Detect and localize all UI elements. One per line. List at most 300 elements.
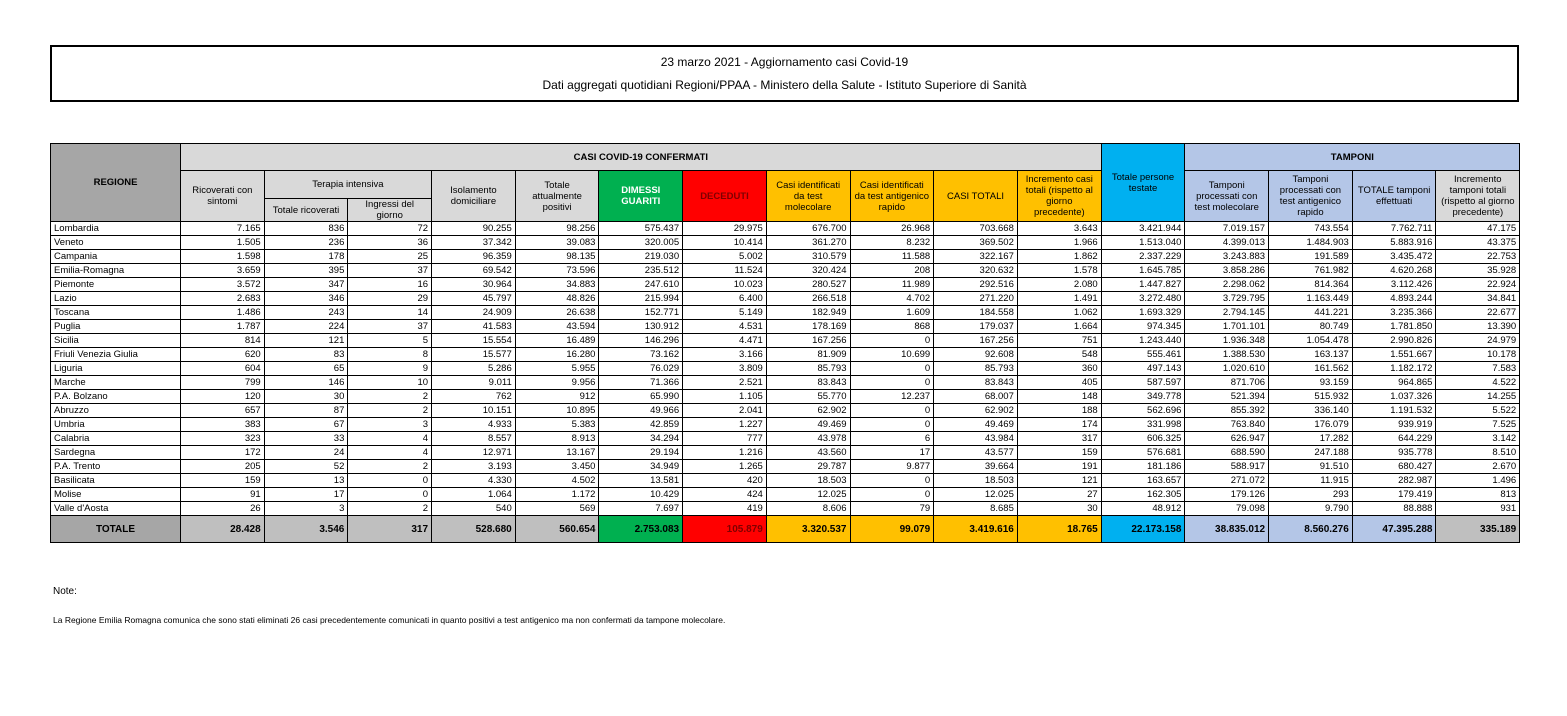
value-cell: 30 [1017, 502, 1101, 516]
value-cell: 146 [264, 376, 348, 390]
value-cell: 83 [264, 348, 348, 362]
value-cell: 3.858.286 [1185, 264, 1269, 278]
value-cell: 181.186 [1101, 460, 1185, 474]
header-totale-attualmente-positivi: Totale attualmente positivi [515, 171, 599, 222]
value-cell: 271.072 [1185, 474, 1269, 488]
value-cell: 10.414 [683, 236, 767, 250]
region-row [51, 474, 1520, 488]
value-cell: 588.917 [1185, 460, 1269, 474]
header-totale-ricoverati: Totale ricoverati [264, 199, 348, 222]
region-row [51, 390, 1520, 404]
value-cell: 71.366 [599, 376, 683, 390]
region-row [51, 236, 1520, 250]
value-cell: 27 [1017, 488, 1101, 502]
region-name-cell: Abruzzo [51, 404, 181, 418]
header-group-tamponi: TAMPONI [1185, 144, 1520, 171]
value-cell: 79 [850, 502, 934, 516]
value-cell: 4.502 [515, 474, 599, 488]
region-name-cell: Sicilia [51, 334, 181, 348]
total-value-cell: 47.395.288 [1352, 516, 1436, 543]
region-name-cell: P.A. Trento [51, 460, 181, 474]
value-cell: 5.286 [432, 362, 516, 376]
value-cell: 7.525 [1436, 418, 1520, 432]
value-cell: 15.554 [432, 334, 516, 348]
value-cell: 5.149 [683, 306, 767, 320]
value-cell: 79.098 [1185, 502, 1269, 516]
value-cell: 0 [850, 362, 934, 376]
value-cell: 369.502 [934, 236, 1018, 250]
value-cell: 22.924 [1436, 278, 1520, 292]
value-cell: 419 [683, 502, 767, 516]
value-cell: 331.998 [1101, 418, 1185, 432]
value-cell: 7.762.711 [1352, 222, 1436, 236]
total-label-cell: TOTALE [51, 516, 181, 543]
value-cell: 191.589 [1269, 250, 1353, 264]
value-cell: 26 [181, 502, 265, 516]
value-cell: 4.933 [432, 418, 516, 432]
value-cell: 2.041 [683, 404, 767, 418]
value-cell: 16 [348, 278, 432, 292]
value-cell: 11.989 [850, 278, 934, 292]
total-value-cell: 99.079 [850, 516, 934, 543]
total-row [51, 516, 1520, 543]
value-cell: 148 [1017, 390, 1101, 404]
value-cell: 576.681 [1101, 446, 1185, 460]
value-cell: 13.581 [599, 474, 683, 488]
value-cell: 336.140 [1269, 404, 1353, 418]
header-group-terapia-intensiva: Terapia intensiva [264, 171, 431, 199]
value-cell: 5.383 [515, 418, 599, 432]
value-cell: 5.883.916 [1352, 236, 1436, 250]
value-cell: 69.542 [432, 264, 516, 278]
value-cell: 1.447.827 [1101, 278, 1185, 292]
value-cell: 1.163.449 [1269, 292, 1353, 306]
title-line-2: Dati aggregati quotidiani Regioni/PPAA - Ministero della Salute - Istituto Superiore di Sanità [542, 77, 1027, 92]
value-cell: 1.172 [515, 488, 599, 502]
value-cell: 420 [683, 474, 767, 488]
value-cell: 360 [1017, 362, 1101, 376]
value-cell: 620 [181, 348, 265, 362]
value-cell: 266.518 [766, 292, 850, 306]
value-cell: 80.749 [1269, 320, 1353, 334]
value-cell: 8 [348, 348, 432, 362]
region-row [51, 376, 1520, 390]
value-cell: 1.388.530 [1185, 348, 1269, 362]
value-cell: 235.512 [599, 264, 683, 278]
value-cell: 6.400 [683, 292, 767, 306]
value-cell: 43.577 [934, 446, 1018, 460]
header-ricoverati-con-sintomi: Ricoverati con sintomi [181, 171, 265, 222]
value-cell: 73.596 [515, 264, 599, 278]
value-cell: 2.337.229 [1101, 250, 1185, 264]
value-cell: 10.895 [515, 404, 599, 418]
value-cell: 13 [264, 474, 348, 488]
value-cell: 159 [181, 474, 265, 488]
value-cell: 4.330 [432, 474, 516, 488]
total-value-cell: 317 [348, 516, 432, 543]
value-cell: 34.949 [599, 460, 683, 474]
value-cell: 43.375 [1436, 236, 1520, 250]
value-cell: 159 [1017, 446, 1101, 460]
value-cell: 1.227 [683, 418, 767, 432]
value-cell: 1.182.172 [1352, 362, 1436, 376]
value-cell: 2 [348, 404, 432, 418]
value-cell: 26.968 [850, 222, 934, 236]
value-cell: 346 [264, 292, 348, 306]
value-cell: 34.294 [599, 432, 683, 446]
value-cell: 912 [515, 390, 599, 404]
value-cell: 310.579 [766, 250, 850, 264]
value-cell: 83.843 [934, 376, 1018, 390]
value-cell: 4 [348, 446, 432, 460]
value-cell: 49.469 [766, 418, 850, 432]
value-cell: 163.137 [1269, 348, 1353, 362]
value-cell: 146.296 [599, 334, 683, 348]
value-cell: 8.606 [766, 502, 850, 516]
value-cell: 9 [348, 362, 432, 376]
value-cell: 1.105 [683, 390, 767, 404]
value-cell: 280.527 [766, 278, 850, 292]
value-cell: 191 [1017, 460, 1101, 474]
value-cell: 2 [348, 460, 432, 474]
value-cell: 52 [264, 460, 348, 474]
value-cell: 29.787 [766, 460, 850, 474]
value-cell: 62.902 [934, 404, 1018, 418]
value-cell: 10.023 [683, 278, 767, 292]
value-cell: 152.771 [599, 306, 683, 320]
value-cell: 814.364 [1269, 278, 1353, 292]
value-cell: 1.513.040 [1101, 236, 1185, 250]
value-cell: 9.790 [1269, 502, 1353, 516]
value-cell: 3.193 [432, 460, 516, 474]
region-row [51, 432, 1520, 446]
value-cell: 10.429 [599, 488, 683, 502]
value-cell: 4.522 [1436, 376, 1520, 390]
value-cell: 4.620.268 [1352, 264, 1436, 278]
value-cell: 320.632 [934, 264, 1018, 278]
value-cell: 91.510 [1269, 460, 1353, 474]
value-cell: 562.696 [1101, 404, 1185, 418]
value-cell: 81.909 [766, 348, 850, 362]
region-row [51, 404, 1520, 418]
header-regione: REGIONE [51, 144, 181, 222]
value-cell: 3.112.426 [1352, 278, 1436, 292]
value-cell: 555.461 [1101, 348, 1185, 362]
region-row [51, 250, 1520, 264]
value-cell: 167.256 [934, 334, 1018, 348]
value-cell: 73.162 [599, 348, 683, 362]
value-cell: 497.143 [1101, 362, 1185, 376]
value-cell: 3.659 [181, 264, 265, 278]
value-cell: 1.491 [1017, 292, 1101, 306]
region-name-cell: Umbria [51, 418, 181, 432]
value-cell: 179.037 [934, 320, 1018, 334]
value-cell: 65.990 [599, 390, 683, 404]
value-cell: 424 [683, 488, 767, 502]
value-cell: 855.392 [1185, 404, 1269, 418]
value-cell: 1.064 [432, 488, 516, 502]
value-cell: 349.778 [1101, 390, 1185, 404]
value-cell: 4.399.013 [1185, 236, 1269, 250]
value-cell: 49.966 [599, 404, 683, 418]
value-cell: 24.909 [432, 306, 516, 320]
value-cell: 11.588 [850, 250, 934, 264]
total-value-cell: 22.173.158 [1101, 516, 1185, 543]
value-cell: 395 [264, 264, 348, 278]
region-row [51, 488, 1520, 502]
value-cell: 4 [348, 432, 432, 446]
value-cell: 1.551.667 [1352, 348, 1436, 362]
value-cell: 85.793 [766, 362, 850, 376]
value-cell: 208 [850, 264, 934, 278]
value-cell: 1.486 [181, 306, 265, 320]
region-name-cell: Basilicata [51, 474, 181, 488]
value-cell: 293 [1269, 488, 1353, 502]
value-cell: 762 [432, 390, 516, 404]
value-cell: 12.025 [766, 488, 850, 502]
header-persone-testate: Totale persone testate [1101, 144, 1185, 222]
header-isolamento-domiciliare: Isolamento domiciliare [432, 171, 516, 222]
value-cell: 13.390 [1436, 320, 1520, 334]
value-cell: 939.919 [1352, 418, 1436, 432]
value-cell: 587.597 [1101, 376, 1185, 390]
value-cell: 3 [348, 418, 432, 432]
value-cell: 35.928 [1436, 264, 1520, 278]
value-cell: 644.229 [1352, 432, 1436, 446]
value-cell: 10.699 [850, 348, 934, 362]
value-cell: 3.435.472 [1352, 250, 1436, 264]
value-cell: 219.030 [599, 250, 683, 264]
value-cell: 24.979 [1436, 334, 1520, 348]
value-cell: 11.915 [1269, 474, 1353, 488]
header-casi-test-antigenico: Casi identificati da test antigenico rapido [850, 171, 934, 222]
value-cell: 743.554 [1269, 222, 1353, 236]
value-cell: 2.521 [683, 376, 767, 390]
value-cell: 76.029 [599, 362, 683, 376]
value-cell: 2 [348, 390, 432, 404]
total-value-cell: 3.546 [264, 516, 348, 543]
value-cell: 7.019.157 [1185, 222, 1269, 236]
value-cell: 0 [348, 488, 432, 502]
value-cell: 43.594 [515, 320, 599, 334]
value-cell: 85.793 [934, 362, 1018, 376]
value-cell: 2.670 [1436, 460, 1520, 474]
region-name-cell: Friuli Venezia Giulia [51, 348, 181, 362]
value-cell: 361.270 [766, 236, 850, 250]
value-cell: 37 [348, 264, 432, 278]
value-cell: 98.135 [515, 250, 599, 264]
value-cell: 188 [1017, 404, 1101, 418]
value-cell: 12.025 [934, 488, 1018, 502]
value-cell: 3.421.944 [1101, 222, 1185, 236]
region-row [51, 222, 1520, 236]
region-row [51, 502, 1520, 516]
value-cell: 8.685 [934, 502, 1018, 516]
value-cell: 1.496 [1436, 474, 1520, 488]
notes-heading: Note: [53, 586, 77, 597]
value-cell: 1.701.101 [1185, 320, 1269, 334]
region-name-cell: Lazio [51, 292, 181, 306]
value-cell: 8.510 [1436, 446, 1520, 460]
region-name-cell: Toscana [51, 306, 181, 320]
notes-section [53, 586, 1513, 625]
value-cell: 964.865 [1352, 376, 1436, 390]
region-row [51, 264, 1520, 278]
value-cell: 751 [1017, 334, 1101, 348]
value-cell: 15.577 [432, 348, 516, 362]
value-cell: 9.956 [515, 376, 599, 390]
value-cell: 1.578 [1017, 264, 1101, 278]
value-cell: 41.583 [432, 320, 516, 334]
value-cell: 176.079 [1269, 418, 1353, 432]
value-cell: 1.609 [850, 306, 934, 320]
value-cell: 243 [264, 306, 348, 320]
value-cell: 18.503 [934, 474, 1018, 488]
region-row [51, 320, 1520, 334]
value-cell: 37.342 [432, 236, 516, 250]
value-cell: 215.994 [599, 292, 683, 306]
value-cell: 93.159 [1269, 376, 1353, 390]
value-cell: 703.668 [934, 222, 1018, 236]
value-cell: 2 [348, 502, 432, 516]
value-cell: 167.256 [766, 334, 850, 348]
value-cell: 184.558 [934, 306, 1018, 320]
value-cell: 2.990.826 [1352, 334, 1436, 348]
value-cell: 0 [850, 488, 934, 502]
header-casi-test-molecolare: Casi identificati da test molecolare [766, 171, 850, 222]
value-cell: 688.590 [1185, 446, 1269, 460]
value-cell: 6 [850, 432, 934, 446]
region-name-cell: Veneto [51, 236, 181, 250]
value-cell: 1.020.610 [1185, 362, 1269, 376]
value-cell: 12.237 [850, 390, 934, 404]
value-cell: 16.489 [515, 334, 599, 348]
value-cell: 48.912 [1101, 502, 1185, 516]
value-cell: 347 [264, 278, 348, 292]
value-cell: 14.255 [1436, 390, 1520, 404]
region-name-cell: Piemonte [51, 278, 181, 292]
value-cell: 65 [264, 362, 348, 376]
value-cell: 162.305 [1101, 488, 1185, 502]
region-name-cell: Lombardia [51, 222, 181, 236]
value-cell: 3.235.366 [1352, 306, 1436, 320]
total-value-cell: 2.753.083 [599, 516, 683, 543]
value-cell: 1.693.329 [1101, 306, 1185, 320]
value-cell: 836 [264, 222, 348, 236]
region-name-cell: Calabria [51, 432, 181, 446]
value-cell: 1.037.326 [1352, 390, 1436, 404]
total-value-cell: 3.320.537 [766, 516, 850, 543]
value-cell: 626.947 [1185, 432, 1269, 446]
value-cell: 17 [850, 446, 934, 460]
notes-text: La Regione Emilia Romagna comunica che sono stati eliminati 26 casi precedentemente comunicati in quanto positivi a test antigenico ma non confermati da tampone molecolare. [53, 615, 726, 625]
value-cell: 7.697 [599, 502, 683, 516]
value-cell: 2.080 [1017, 278, 1101, 292]
value-cell: 14 [348, 306, 432, 320]
value-cell: 868 [850, 320, 934, 334]
value-cell: 10 [348, 376, 432, 390]
value-cell: 3 [264, 502, 348, 516]
value-cell: 1.862 [1017, 250, 1101, 264]
value-cell: 799 [181, 376, 265, 390]
value-cell: 657 [181, 404, 265, 418]
header-casi-totali: CASI TOTALI [934, 171, 1018, 222]
value-cell: 0 [348, 474, 432, 488]
value-cell: 26.638 [515, 306, 599, 320]
value-cell: 320.005 [599, 236, 683, 250]
value-cell: 120 [181, 390, 265, 404]
value-cell: 45.797 [432, 292, 516, 306]
region-row [51, 306, 1520, 320]
value-cell: 16.280 [515, 348, 599, 362]
value-cell: 11.524 [683, 264, 767, 278]
value-cell: 1.062 [1017, 306, 1101, 320]
value-cell: 174 [1017, 418, 1101, 432]
value-cell: 814 [181, 334, 265, 348]
total-value-cell: 335.189 [1436, 516, 1520, 543]
total-value-cell: 18.765 [1017, 516, 1101, 543]
region-name-cell: P.A. Bolzano [51, 390, 181, 404]
value-cell: 49.469 [934, 418, 1018, 432]
value-cell: 3.572 [181, 278, 265, 292]
value-cell: 813 [1436, 488, 1520, 502]
value-cell: 7.583 [1436, 362, 1520, 376]
total-value-cell: 8.560.276 [1269, 516, 1353, 543]
value-cell: 320.424 [766, 264, 850, 278]
value-cell: 34.883 [515, 278, 599, 292]
total-value-cell: 3.419.616 [934, 516, 1018, 543]
value-cell: 4.471 [683, 334, 767, 348]
value-cell: 1.781.850 [1352, 320, 1436, 334]
value-cell: 42.859 [599, 418, 683, 432]
value-cell: 5.522 [1436, 404, 1520, 418]
value-cell: 90.255 [432, 222, 516, 236]
header-group-casi-confermati: CASI COVID-19 CONFERMATI [181, 144, 1102, 171]
value-cell: 3.142 [1436, 432, 1520, 446]
value-cell: 36 [348, 236, 432, 250]
value-cell: 1.484.903 [1269, 236, 1353, 250]
value-cell: 1.598 [181, 250, 265, 264]
value-cell: 0 [850, 376, 934, 390]
value-cell: 1.787 [181, 320, 265, 334]
value-cell: 22.753 [1436, 250, 1520, 264]
value-cell: 247.188 [1269, 446, 1353, 460]
value-cell: 3.272.480 [1101, 292, 1185, 306]
value-cell: 935.778 [1352, 446, 1436, 460]
value-cell: 96.359 [432, 250, 516, 264]
value-cell: 24 [264, 446, 348, 460]
region-name-cell: Valle d'Aosta [51, 502, 181, 516]
header-dimessi-guariti: DIMESSI GUARITI [599, 171, 683, 222]
region-name-cell: Puglia [51, 320, 181, 334]
value-cell: 931 [1436, 502, 1520, 516]
value-cell: 8.913 [515, 432, 599, 446]
value-cell: 3.809 [683, 362, 767, 376]
value-cell: 1.664 [1017, 320, 1101, 334]
value-cell: 7.165 [181, 222, 265, 236]
value-cell: 1.505 [181, 236, 265, 250]
value-cell: 1.265 [683, 460, 767, 474]
total-value-cell: 560.654 [515, 516, 599, 543]
region-row [51, 460, 1520, 474]
value-cell: 292.516 [934, 278, 1018, 292]
value-cell: 17.282 [1269, 432, 1353, 446]
region-row [51, 362, 1520, 376]
title-box [50, 45, 1519, 102]
value-cell: 441.221 [1269, 306, 1353, 320]
value-cell: 30.964 [432, 278, 516, 292]
region-name-cell: Sardegna [51, 446, 181, 460]
